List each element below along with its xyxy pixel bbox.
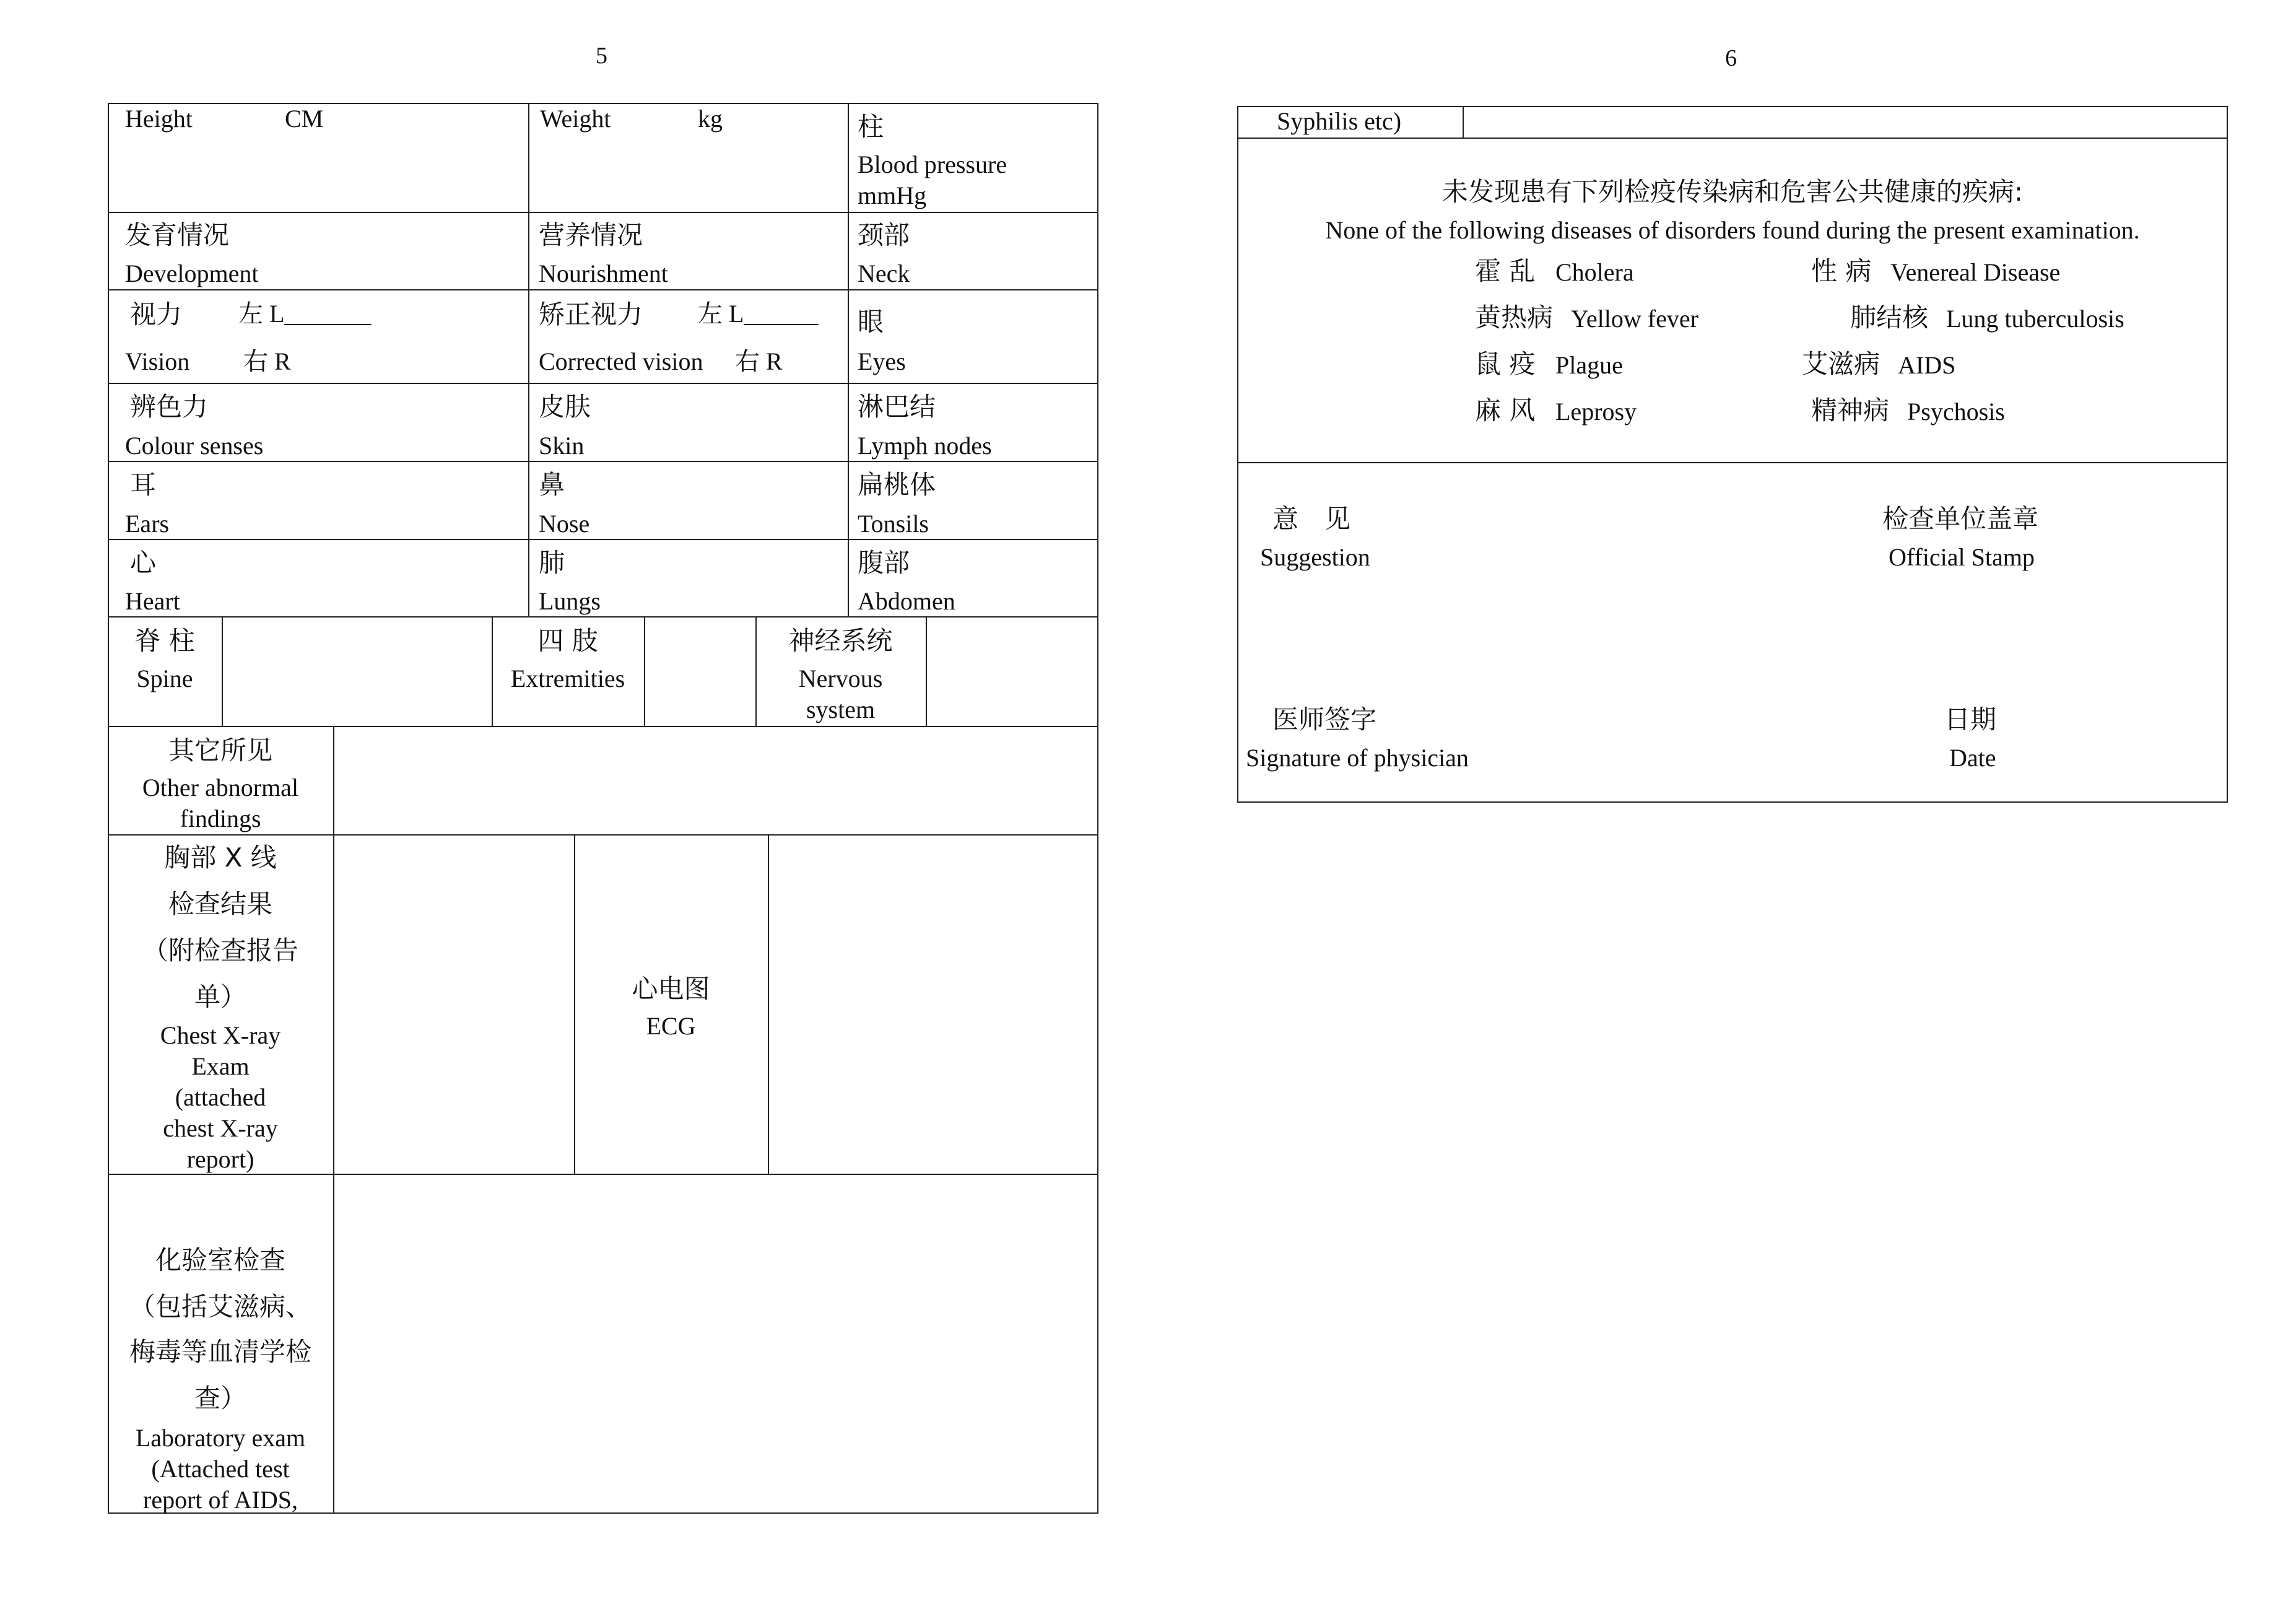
extremities-label: Extremities	[510, 665, 625, 692]
development-label: Development	[125, 260, 259, 287]
corrected-vision-zh: 矫正视力	[539, 299, 643, 329]
row-divider	[1237, 462, 2228, 463]
corrected-left-field: 左 L______	[698, 300, 819, 328]
disease-zh: 肺结核	[1850, 302, 1929, 333]
disease-label: AIDS	[1898, 351, 1956, 379]
row-divider	[108, 383, 1098, 384]
disease-label: Plague	[1555, 351, 1623, 379]
other-findings-zh: 其它所见	[168, 735, 272, 766]
nose-label: Nose	[539, 510, 590, 538]
ecg-label: ECG	[646, 1012, 696, 1040]
vision-right-field: 右 R	[243, 347, 291, 375]
colour-senses-label: Colour senses	[125, 432, 264, 460]
disease-zh: 精神病	[1811, 395, 1890, 426]
weight-unit: kg	[698, 105, 723, 133]
spine-label: Spine	[136, 665, 193, 692]
diseases-heading-zh: 未发现患有下列检疫传染病和危害公共健康的疾病:	[1442, 177, 2024, 207]
disease-zh: 霍 乱	[1475, 256, 1536, 286]
disease-label: Yellow fever	[1571, 305, 1698, 333]
chest-xray-label-4: chest X-ray	[163, 1114, 278, 1142]
nervous-system-label-2: system	[806, 696, 876, 723]
physician-signature-zh: 医师签字	[1272, 704, 1377, 735]
neck-zh: 颈部	[858, 220, 910, 250]
nourishment-zh: 营养情况	[539, 220, 643, 250]
official-stamp-label: Official Stamp	[1889, 543, 2035, 571]
heart-zh: 心	[130, 548, 157, 578]
col-divider	[848, 103, 849, 616]
eyes-label: Eyes	[858, 347, 906, 375]
skin-label: Skin	[539, 432, 585, 460]
other-findings-label-2: findings	[180, 805, 261, 832]
tonsils-label: Tonsils	[858, 510, 929, 538]
chest-xray-zh-3: （附检查报告	[142, 935, 298, 966]
other-findings-label: Other abnormal	[142, 774, 299, 801]
lab-exam-zh-3: 梅毒等血清学检	[129, 1337, 311, 1367]
page-number-left: 5	[596, 43, 607, 69]
suggestion-label: Suggestion	[1260, 543, 1370, 571]
disease-label: Lung tuberculosis	[1946, 305, 2124, 333]
chest-xray-label-3: (attached	[175, 1083, 266, 1111]
lymph-nodes-zh: 淋巴结	[858, 391, 936, 422]
tonsils-zh: 扁桃体	[858, 469, 936, 500]
bp-label: Blood pressure	[858, 151, 1007, 178]
eyes-zh: 眼	[858, 307, 884, 337]
nourishment-label: Nourishment	[539, 260, 668, 287]
bp-zh-label: 柱	[858, 111, 884, 142]
row-divider	[108, 834, 1098, 836]
abdomen-label: Abdomen	[858, 587, 955, 615]
ears-zh: 耳	[130, 469, 157, 500]
disease-zh: 艾滋病	[1802, 349, 1881, 379]
chest-xray-zh-2: 检查结果	[168, 889, 272, 919]
row-divider	[108, 212, 1098, 213]
certificate-border	[1237, 106, 2228, 803]
col-divider	[644, 616, 645, 726]
nervous-system-label: Nervous	[798, 665, 883, 692]
disease-label: Venereal Disease	[1890, 258, 2061, 286]
row-divider	[108, 289, 1098, 290]
disease-label: Psychosis	[1907, 398, 2005, 426]
corrected-right-field: 右 R	[735, 347, 783, 375]
lab-exam-zh-2: （包括艾滋病、	[129, 1291, 311, 1322]
chest-xray-label-2: Exam	[191, 1052, 250, 1080]
vision-zh: 视力	[130, 299, 183, 329]
diseases-heading: None of the following diseases of disorders found during the present examination.	[1325, 216, 2140, 244]
lab-exam-label-2: (Attached test	[151, 1455, 290, 1483]
neck-label: Neck	[858, 260, 910, 287]
row-divider	[108, 616, 1098, 618]
corrected-vision-label: Corrected vision	[539, 347, 703, 375]
vision-label: Vision	[125, 347, 190, 375]
weight-label: Weight	[540, 105, 611, 133]
extremities-zh: 四 肢	[537, 626, 598, 656]
col-divider	[926, 616, 927, 726]
row-divider	[108, 726, 1098, 727]
row-divider	[1237, 137, 2228, 139]
abdomen-zh: 腹部	[858, 548, 910, 578]
lab-exam-label: Laboratory exam	[135, 1424, 306, 1452]
height-unit: CM	[285, 105, 324, 133]
disease-label: Leprosy	[1555, 398, 1637, 426]
bp-unit: mmHg	[858, 181, 927, 209]
page-number-right: 6	[1725, 45, 1737, 71]
col-divider	[528, 103, 529, 616]
ecg-zh: 心电图	[632, 974, 710, 1004]
col-divider	[222, 616, 223, 726]
nervous-system-zh: 神经系统	[788, 626, 893, 656]
row-divider	[108, 461, 1098, 462]
development-zh: 发育情况	[125, 220, 230, 250]
disease-zh: 鼠 疫	[1475, 349, 1536, 379]
colour-senses-zh: 辨色力	[130, 391, 209, 422]
lungs-zh: 肺	[539, 548, 565, 578]
date-zh: 日期	[1944, 704, 1997, 735]
chest-xray-label: Chest X-ray	[160, 1021, 281, 1049]
col-divider	[333, 726, 334, 1514]
official-stamp-zh: 检查单位盖章	[1882, 504, 2039, 534]
date-label: Date	[1949, 744, 1996, 772]
lab-exam-zh: 化验室检查	[155, 1245, 285, 1275]
chest-xray-zh: 胸部 X 线	[164, 842, 277, 873]
col-divider	[768, 834, 769, 1174]
syphilis-continued: Syphilis etc)	[1277, 107, 1402, 135]
lymph-nodes-label: Lymph nodes	[858, 432, 992, 460]
suggestion-zh: 意 见	[1272, 504, 1351, 534]
lungs-label: Lungs	[539, 587, 601, 615]
disease-label: Cholera	[1555, 258, 1634, 286]
nose-zh: 鼻	[539, 469, 565, 500]
spine-zh: 脊 柱	[134, 626, 195, 656]
col-divider	[1463, 106, 1464, 138]
lab-exam-zh-4: 查）	[194, 1383, 246, 1413]
ears-label: Ears	[125, 510, 170, 538]
physician-signature-label: Signature of physician	[1246, 744, 1469, 772]
disease-zh: 性 病	[1811, 256, 1872, 286]
heart-label: Heart	[125, 587, 180, 615]
lab-exam-label-3: report of AIDS,	[143, 1486, 298, 1514]
skin-zh: 皮肤	[539, 391, 591, 422]
disease-zh: 黄热病	[1475, 302, 1554, 333]
chest-xray-zh-4: 单）	[194, 982, 246, 1012]
vision-left-field: 左 L_______	[238, 300, 372, 328]
height-label: Height	[125, 105, 193, 133]
chest-xray-label-5: report)	[186, 1145, 254, 1173]
row-divider	[108, 539, 1098, 540]
disease-zh: 麻 风	[1475, 395, 1536, 426]
